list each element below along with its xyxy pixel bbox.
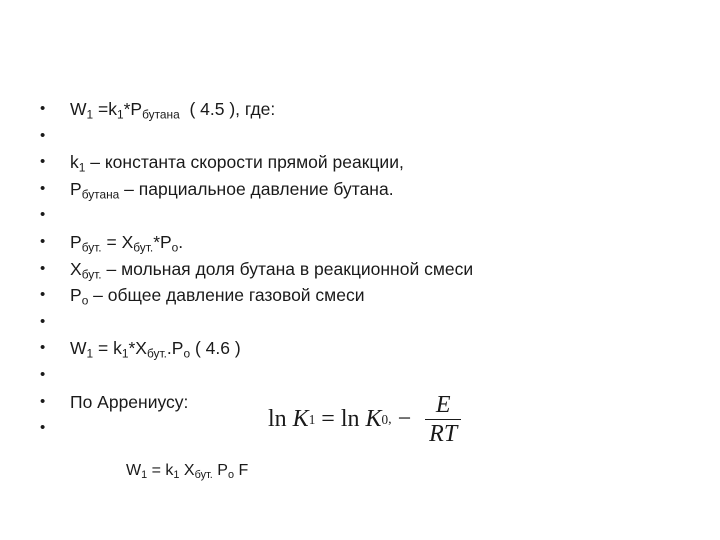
list-item: • $k_1$ – константа скорости прямой реакции, — [40, 149, 473, 176]
formula-k1: K — [292, 406, 309, 432]
list-item: • $W_1 = k_1*X_{бут.}.P_o$ ( 4.6 ) — [40, 335, 473, 362]
formula-denominator: RT — [425, 419, 461, 447]
list-item: • $W_1 =k_1*P_{бутана}$ ( 4.5 ), где: — [40, 96, 473, 123]
list-item: • $P_{бут.} = X_{бут.}*P_о$. — [40, 229, 473, 256]
bullet-marker: • — [40, 206, 46, 224]
bullet-marker: • — [40, 286, 46, 304]
formula-k0: K — [365, 406, 382, 432]
formula-fraction — [425, 392, 461, 447]
arrhenius-formula: ln K 1 = ln K 0 , − $\frac{E}{RT}$ — [268, 392, 461, 447]
formula-ln: ln — [268, 406, 287, 432]
formula-numerator: E — [435, 392, 451, 418]
list-item: • По Аррениусу: — [40, 389, 473, 416]
list-item — [40, 123, 473, 150]
list-item — [40, 309, 473, 336]
bullet-marker: • — [40, 339, 46, 357]
bullet-marker: • — [40, 419, 46, 437]
bullet-marker: • — [40, 153, 46, 171]
list-item: • $P_{бутана}$ – парциальное давление бутана. — [40, 176, 473, 203]
list-item — [40, 362, 473, 389]
bullet-marker: • — [40, 312, 46, 330]
bullet-list — [40, 96, 473, 442]
bullet-marker: • — [40, 100, 46, 117]
list-item — [40, 202, 473, 229]
list-item: • $P_о$ – общее давление газовой смеси — [40, 282, 473, 309]
bullet-marker: • — [40, 392, 46, 410]
bullet-marker: • — [40, 365, 46, 383]
formula-minus: − — [397, 406, 412, 432]
bullet-marker: • — [40, 126, 46, 144]
bullet-marker: • — [40, 259, 46, 277]
list-item: • $X_{бут.}$ – мольная доля бутана в реакционной смеси — [40, 256, 473, 283]
bullet-marker: • — [40, 232, 46, 250]
formula-ln: ln — [340, 406, 360, 432]
bullet-marker: • — [40, 179, 46, 197]
rate-equation: $W_1 = k_1$ $X_{бут.}$ $P_o$ F — [126, 462, 249, 482]
formula-equals: = — [321, 406, 335, 432]
